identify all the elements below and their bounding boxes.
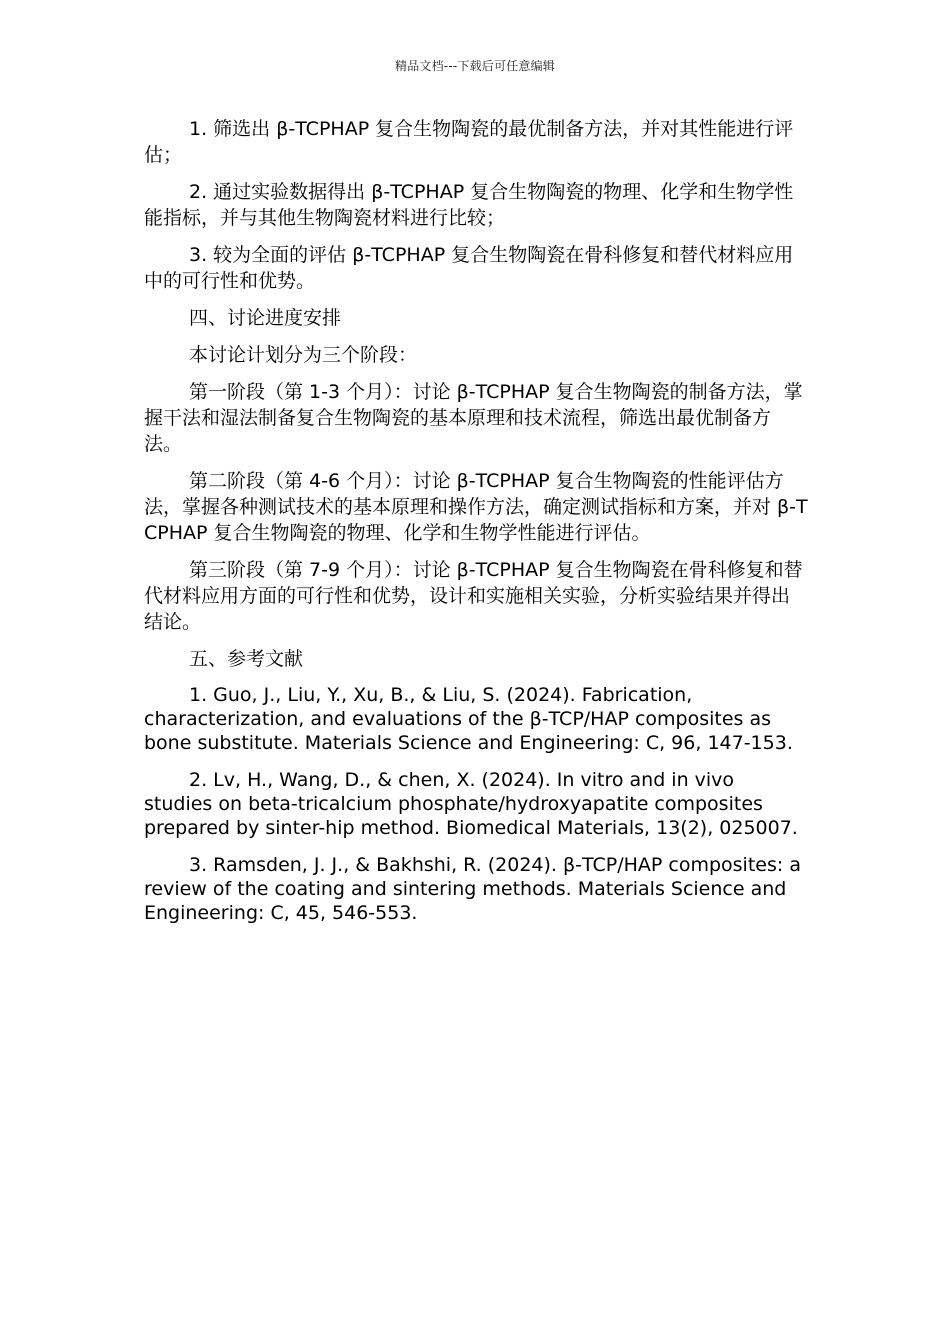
- phase-2: 第二阶段（第 4-6 个月）：讨论 β-TCPHAP 复合生物陶瓷的性能评估方法，掌握各种测试技术的基本原理和操作方法，确定测试指标和方案，并对 β-TCPHAP 复合生物陶瓷的物理、化学和生物学性能进行评估。: [144, 470, 808, 544]
- objective-2: 2. 通过实验数据得出 β-TCPHAP 复合生物陶瓷的物理、化学和生物学性能指标，并与其他生物陶瓷材料进行比较；: [144, 181, 794, 229]
- phase-1: 第一阶段（第 1-3 个月）：讨论 β-TCPHAP 复合生物陶瓷的制备方法，掌握干法和湿法制备复合生物陶瓷的基本原理和技术流程，筛选出最优制备方法。: [144, 381, 803, 455]
- reference-3: 3. Ramsden, J. J., & Bakhshi, R. (2024). β-TCP/HAP composites: a review of the coating and sintering methods. Materials Science and Engineering: C, 45, 546-553.: [144, 854, 801, 924]
- section-heading-schedule: 四、讨论进度安排: [189, 307, 342, 329]
- schedule-intro: 本讨论计划分为三个阶段：: [189, 344, 418, 366]
- document-body: [144, 116, 808, 938]
- page-header: 精品文档---下载后可任意编辑: [395, 59, 555, 73]
- section-heading-references: 五、参考文献: [189, 648, 304, 670]
- objective-1: 1. 筛选出 β-TCPHAP 复合生物陶瓷的最优制备方法，并对其性能进行评估；: [144, 118, 794, 166]
- reference-2: 2. Lv, H., Wang, D., & chen, X. (2024). In vitro and in vivo studies on beta-tricalcium phosphate/hydroxyapatite composites prepared by sinter-hip method. Biomedical Materials, 13(2), 025007.: [144, 769, 798, 839]
- reference-1: 1. Guo, J., Liu, Y., Xu, B., & Liu, S. (2024). Fabrication, characterization, and evaluations of the β-TCP/HAP composites as bone substitute. Materials Science and Engineering: C, 96, 147-153.: [144, 684, 793, 754]
- phase-3: 第三阶段（第 7-9 个月）：讨论 β-TCPHAP 复合生物陶瓷在骨科修复和替代材料应用方面的可行性和优势，设计和实施相关实验，分析实验结果并得出结论。: [144, 559, 803, 633]
- objective-3: 3. 较为全面的评估 β-TCPHAP 复合生物陶瓷在骨科修复和替代材料应用中的可行性和优势。: [144, 244, 794, 292]
